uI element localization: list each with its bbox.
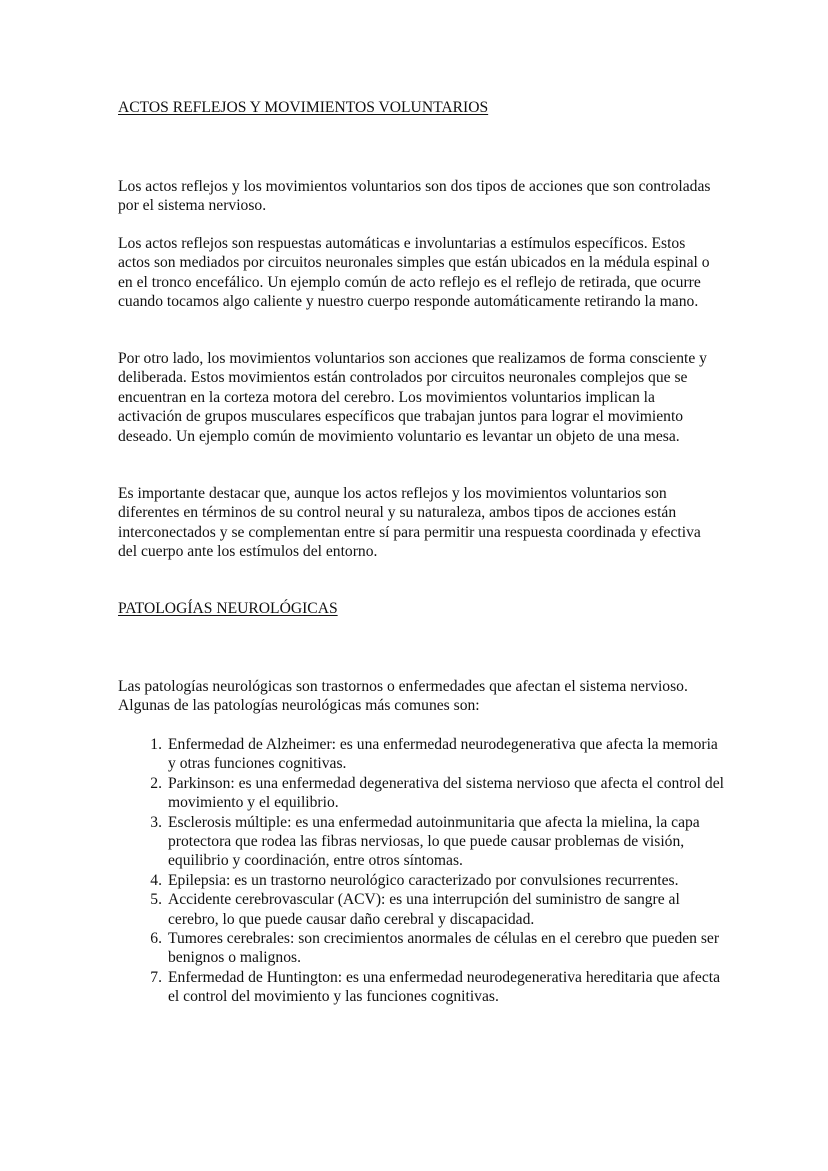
list-item — [150, 871, 728, 890]
list-item — [150, 774, 728, 813]
list-item-text: Accidente cerebrovascular (ACV): es una interrupción del suministro de sangre al cerebro, lo que puede causar daño cerebral y discapacidad. — [168, 891, 680, 928]
list-item-number: 2. — [150, 774, 162, 792]
section-patologias-heading-wrap — [118, 599, 718, 618]
paragraph-conclusion-wrap — [118, 484, 718, 562]
list-item — [150, 929, 728, 968]
list-item-number: 5. — [150, 891, 162, 909]
list-item-number: 6. — [150, 930, 162, 948]
list-item-text: Esclerosis múltiple: es una enfermedad autoinmunitaria que afecta la mielina, la capa protectora que rodea las fibras nerviosas, lo que puede causar problemas de visión, equilibrio y coordinación, entre otros síntomas. — [168, 813, 700, 870]
list-item-text: Enfermedad de Alzheimer: es una enfermedad neurodegenerativa que afecta la memoria y otras funciones cognitivas. — [168, 736, 718, 773]
paragraph-patologias-intro-wrap — [118, 677, 718, 716]
list-item-text: Epilepsia: es un trastorno neurológico caracterizado por convulsiones recurrentes. — [168, 871, 679, 889]
paragraph-actos-intro: Los actos reflejos y los movimientos voluntarios son dos tipos de acciones que son controladas por el sistema nervioso. — [118, 178, 711, 215]
paragraph-reflejos-wrap — [118, 234, 718, 312]
list-item — [150, 968, 728, 1007]
paragraph-actos-intro-wrap — [118, 177, 718, 216]
list-item-text: Tumores cerebrales: son crecimientos anormales de células en el cerebro que pueden ser benignos o malignos. — [168, 930, 720, 967]
list-item — [150, 735, 728, 774]
list-item-number: 7. — [150, 968, 162, 986]
section-heading-actos: ACTOS REFLEJOS Y MOVIMIENTOS VOLUNTARIOS — [118, 99, 489, 116]
paragraph-reflejos: Los actos reflejos son respuestas automáticas e involuntarias a estímulos específicos. Estos actos son mediados por circuitos neuronales simples que están ubicados en la médula espinal o en el tronco encefálico. Un ejemplo común de acto reflejo es el reflejo de retirada, que ocurre cuando tocamos algo caliente y nuestro cuerpo responde automáticamente retirando la mano. — [118, 235, 710, 311]
list-item-text: Enfermedad de Huntington: es una enfermedad neurodegenerativa hereditaria que afecta el control del movimiento y las funciones cognitivas. — [168, 968, 721, 1006]
paragraph-patologias-intro: Las patologías neurológicas son trastornos o enfermedades que afectan el sistema nervioso. Algunas de las patologías neurológicas más comunes son: — [118, 678, 688, 715]
list-item-number: 3. — [150, 813, 162, 831]
pathology-list — [150, 735, 728, 1007]
paragraph-voluntarios: Por otro lado, los movimientos voluntarios son acciones que realizamos de forma consciente y deliberada. Estos movimientos están controlados por circuitos neuronales complejos que se encuentran en la corteza motora del cerebro. Los movimientos voluntarios implican la activación de grupos musculares específicos que trabajan juntos para lograr el movimiento deseado. Un ejemplo común de movimiento voluntario es levantar un objeto de una mesa. — [118, 350, 707, 445]
section-heading-patologias: PATOLOGÍAS NEUROLÓGICAS — [118, 600, 338, 617]
paragraph-voluntarios-wrap — [118, 349, 718, 446]
list-item — [150, 813, 728, 871]
list-item-number: 1. — [150, 736, 162, 753]
list-item-number: 4. — [150, 871, 162, 889]
section-actos-heading-wrap — [118, 98, 718, 117]
list-item-text: Parkinson: es una enfermedad degenerativa del sistema nervioso que afecta el control del movimiento y el equilibrio. — [168, 774, 724, 812]
list-item — [150, 890, 728, 929]
paragraph-conclusion: Es importante destacar que, aunque los actos reflejos y los movimientos voluntarios son diferentes en términos de su control neural y su naturaleza, ambos tipos de acciones están interconectados y se complementan entre sí para permitir una respuesta coordinada y efectiva del cuerpo ante los estímulos del entorno. — [118, 485, 701, 561]
